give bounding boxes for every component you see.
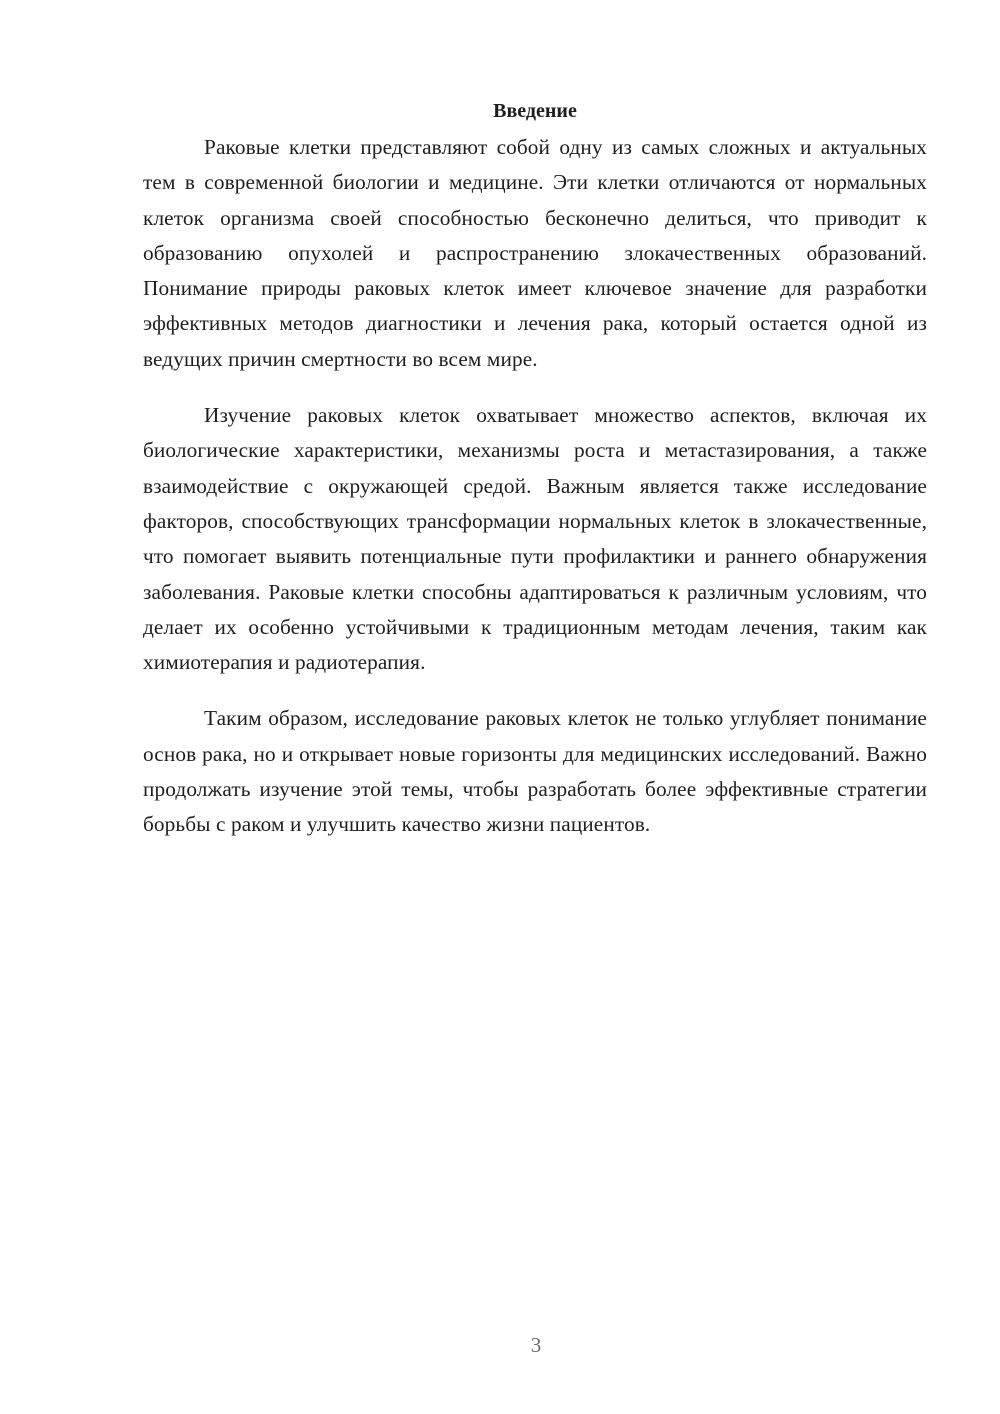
page-number: 3 <box>530 1333 542 1357</box>
paragraph-2: Изучение раковых клеток охватывает множество аспектов, включая их биологические характеристики, механизмы роста и метастазирования, а также взаимодействие с окружающей средой. Важным является также исследование факторов, способствующих трансформации нормальных клеток в злокачественные, что помогает выявить потенциальные пути профилактики и раннего обнаружения заболевания. Раковые клетки способны адаптироваться к различным условиям, что делает их особенно устойчивыми к традиционным методам лечения, таким как химиотерапия и радиотерапия. <box>143 403 927 675</box>
section-title: Введение <box>493 100 577 122</box>
paragraph-3: Таким образом, исследование раковых клеток не только углубляет понимание основ рака, но и открывает новые горизонты для медицинских исследований. Важно продолжать изучение этой темы, чтобы разработать более эффективные стратегии борьбы с раком и улучшить качество жизни пациентов. <box>143 706 927 837</box>
paragraph-1: Раковые клетки представляют собой одну из самых сложных и актуальных тем в современной биологии и медицине. Эти клетки отличаются от нормальных клеток организма своей способностью бесконечно делиться, что приводит к образованию опухолей и распространению злокачественных образований. Понимание природы раковых клеток имеет ключевое значение для разработки эффективных методов диагностики и лечения рака, который остается одной из ведущих причин смертности во всем мире. <box>143 135 927 371</box>
document-body <box>143 96 927 864</box>
